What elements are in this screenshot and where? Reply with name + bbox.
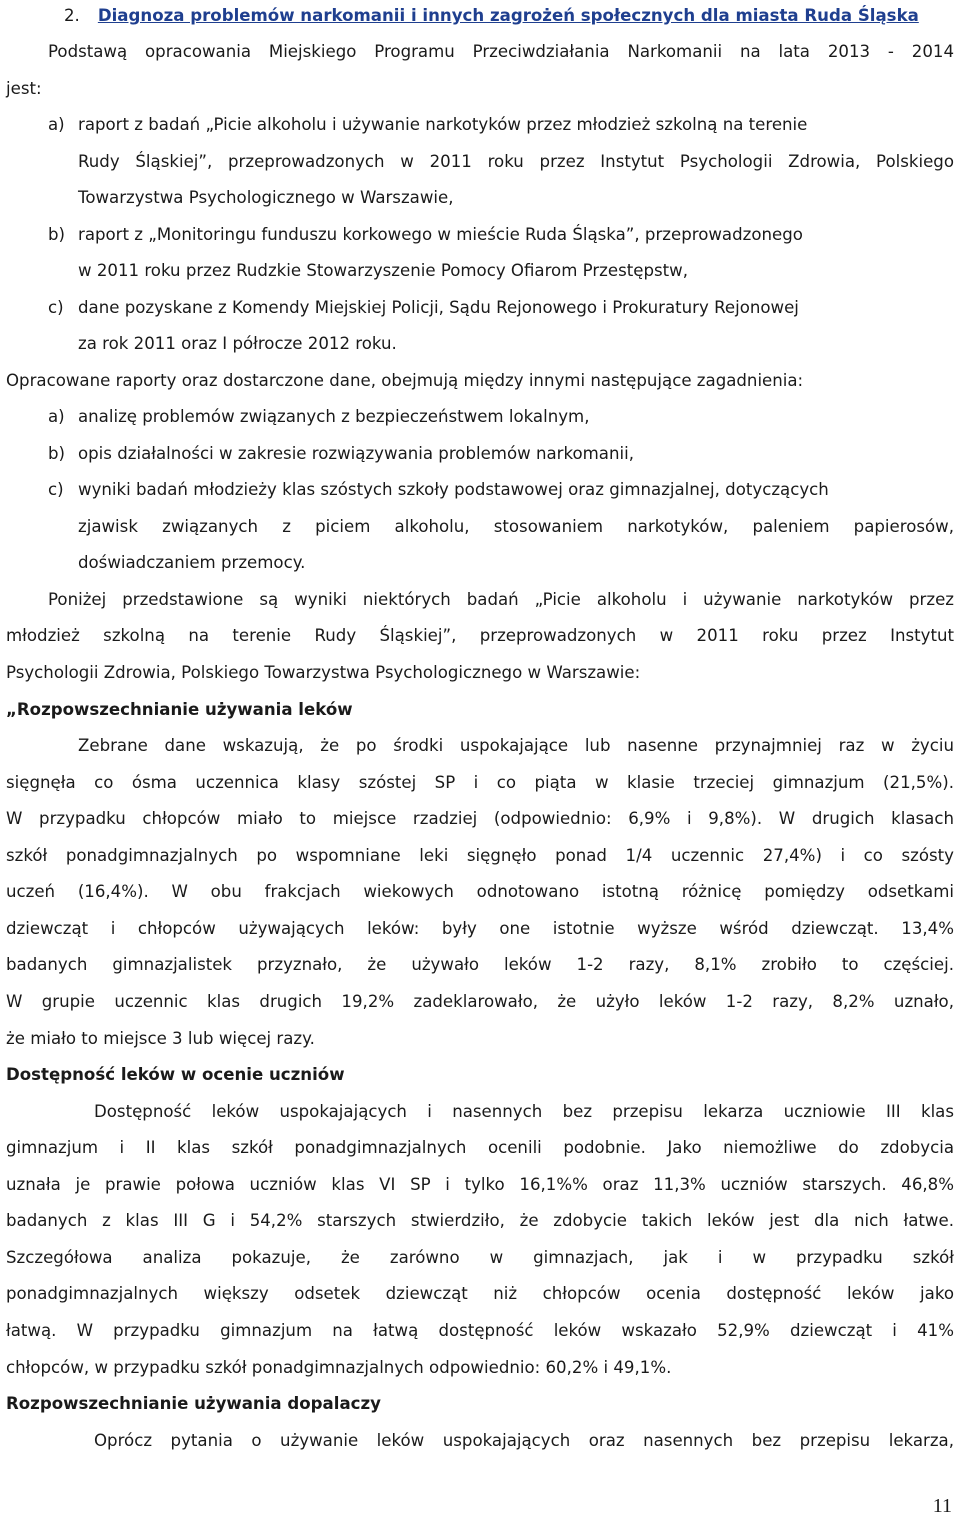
source-b-line-1: b) raport z „Monitoringu funduszu korkowego w mieście Ruda Śląska”, przeprowadzonego: [48, 225, 803, 244]
results-intro-line-2: młodzież szkolną na terenie Rudy Śląskiej”, przeprowadzonych w 2011 roku przez Instytut: [6, 626, 954, 645]
section1-line-6: dziewcząt i chłopców używających leków: były one istotnie wyższe wśród dziewcząt. 13,4%: [6, 919, 954, 938]
source-c-line-2: za rok 2011 oraz I półrocze 2012 roku.: [78, 334, 397, 353]
list-marker: c): [48, 298, 64, 317]
list-marker: b): [48, 444, 66, 463]
section2-line-1: Dostępność leków uspokajających i nasennych bez przepisu lekarza uczniowie III klas: [94, 1102, 954, 1121]
section2-line-5: Szczegółowa analiza pokazuje, że zarówno w gimnazjach, jak i w przypadku szkół: [6, 1248, 954, 1267]
topic-b-line-1: b) opis działalności w zakresie rozwiązywania problemów narkomanii,: [48, 444, 634, 463]
section2-line-2: gimnazjum i II klas szkół ponadgimnazjalnych ocenili podobnie. Jako niemożliwe do zdobycia: [6, 1138, 954, 1157]
results-intro-line-1: Poniżej przedstawione są wyniki niektórych badań „Picie alkoholu i używanie narkotyków przez: [48, 590, 954, 609]
intro-line-1: Podstawą opracowania Miejskiego Programu Przeciwdziałania Narkomanii na lata 2013 - 2014: [48, 42, 954, 61]
list-marker: b): [48, 225, 66, 244]
section3-title: Rozpowszechnianie używania dopalaczy: [6, 1394, 381, 1413]
source-a-line-3: Towarzystwa Psychologicznego w Warszawie,: [78, 188, 454, 207]
source-b-line-2: w 2011 roku przez Rudzkie Stowarzyszenie Pomocy Ofiarom Przestępstw,: [78, 261, 688, 280]
section1-line-4: szkół ponadgimnazjalnych po wspomniane leki sięgnęło ponad 1/4 uczennic 27,4%) i co szósty: [6, 846, 954, 865]
section2-line-8: chłopców, w przypadku szkół ponadgimnazjalnych odpowiednio: 60,2% i 49,1%.: [6, 1358, 672, 1377]
section1-line-1: Zebrane dane wskazują, że po środki uspokajające lub nasenne przynajmniej raz w życiu: [78, 736, 954, 755]
list-marker: a): [48, 407, 65, 426]
section2-line-4: badanych z klas III G i 54,2% starszych stwierdziło, że zdobycie takich leków jest dla nich łatwe.: [6, 1211, 954, 1230]
section1-line-5: uczeń (16,4%). W obu frakcjach wiekowych odnotowano istotną różnicę pomiędzy odsetkami: [6, 882, 954, 901]
section1-title: „Rozpowszechnianie używania leków: [6, 700, 353, 719]
section2-title: Dostępność leków w ocenie uczniów: [6, 1065, 345, 1084]
topic-c-line-1: c) wyniki badań młodzieży klas szóstych szkoły podstawowej oraz gimnazjalnej, dotyczących: [48, 480, 829, 499]
source-a-line-2: Rudy Śląskiej”, przeprowadzonych w 2011 roku przez Instytut Psychologii Zdrowia, Polskiego: [78, 152, 954, 171]
section1-line-9: że miało to miejsce 3 lub więcej razy.: [6, 1029, 315, 1048]
section2-line-6: ponadgimnazjalnych większy odsetek dziewcząt niż chłopców ocenia dostępność leków jako: [6, 1284, 954, 1303]
page-number: 11: [932, 1495, 952, 1517]
intro-line-2: jest:: [6, 79, 42, 98]
source-c-line-1: c) dane pozyskane z Komendy Miejskiej Policji, Sądu Rejonowego i Prokuratury Rejonowej: [48, 298, 799, 317]
section1-line-8: W grupie uczennic klas drugich 19,2% zadeklarowało, że użyło leków 1-2 razy, 8,2% uznało,: [6, 992, 954, 1011]
topic-c-line-2: zjawisk związanych z piciem alkoholu, stosowaniem narkotyków, paleniem papierosów,: [78, 517, 954, 536]
topic-c-line-3: doświadczaniem przemocy.: [78, 553, 306, 572]
topics-intro: Opracowane raporty oraz dostarczone dane, obejmują między innymi następujące zagadnienia:: [6, 371, 804, 390]
section1-line-2: sięgnęła co ósma uczennica klasy szóstej SP i co piąta w klasie trzeciej gimnazjum (21,5%).: [6, 773, 954, 792]
results-intro-line-3: Psychologii Zdrowia, Polskiego Towarzystwa Psychologicznego w Warszawie:: [6, 663, 641, 682]
list-marker: a): [48, 115, 65, 134]
section2-line-3: uznała je prawie połowa uczniów klas VI SP i tylko 16,1%% oraz 11,3% uczniów starszych. 46,8%: [6, 1175, 954, 1194]
section2-line-7: łatwą. W przypadku gimnazjum na łatwą dostępność leków wskazało 52,9% dziewcząt i 41%: [6, 1321, 954, 1340]
section3-line-1: Oprócz pytania o używanie leków uspokajających oraz nasennych bez przepisu lekarza,: [94, 1431, 954, 1450]
section1-line-7: badanych gimnazjalistek przyznało, że używało leków 1-2 razy, 8,1% zrobiło to częściej.: [6, 955, 954, 974]
heading-title: Diagnoza problemów narkomanii i innych zagrożeń społecznych dla miasta Ruda Śląska: [97, 6, 919, 25]
list-marker: c): [48, 480, 64, 499]
section1-line-3: W przypadku chłopców miało to miejsce rzadziej (odpowiednio: 6,9% i 9,8%). W drugich klasach: [6, 809, 954, 828]
topic-a-line-1: a) analizę problemów związanych z bezpieczeństwem lokalnym,: [48, 407, 590, 426]
heading-number: 2.: [64, 6, 80, 25]
section-heading: [64, 5, 954, 27]
source-a-line-1: a) raport z badań „Picie alkoholu i używanie narkotyków przez młodzież szkolną na terenie: [48, 115, 808, 134]
